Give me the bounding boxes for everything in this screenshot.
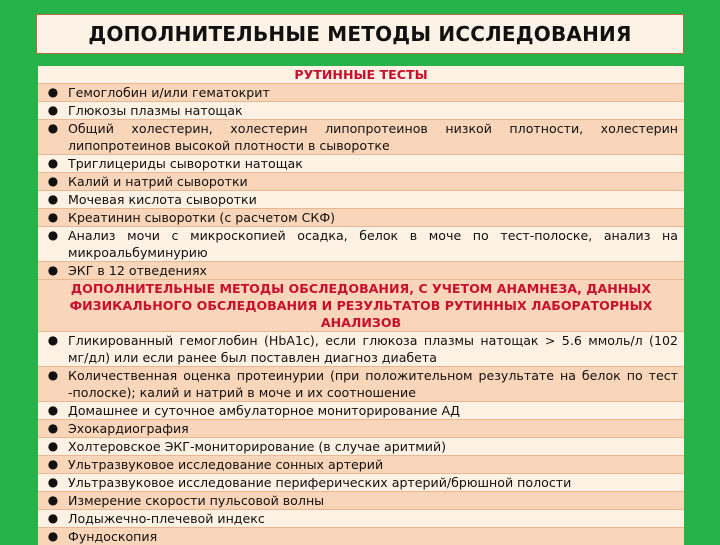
list-item <box>38 509 684 527</box>
list-item-text: Гликированный гемоглобин (HbA1c), если глюкоза плазмы натощак > 5.6 ммоль/л (102 мг/дл) или если ранее был поставлен диагноз диабета <box>68 333 678 365</box>
list-item-text: Холтеровское ЭКГ-мониторирование (в случае аритмий) <box>68 439 447 454</box>
bullet-icon: ● <box>47 192 59 206</box>
routine-tests-header: РУТИННЫЕ ТЕСТЫ <box>38 66 684 83</box>
list-item-text: ЭКГ в 12 отведениях <box>68 263 207 278</box>
list-item <box>38 366 684 401</box>
list-item <box>38 527 684 545</box>
bullet-icon: ● <box>47 85 59 99</box>
list-item <box>38 154 684 172</box>
list-item-text: Лодыжечно-плечевой индекс <box>68 511 265 526</box>
list-item-text: Гемоглобин и/или гематокрит <box>68 85 270 100</box>
bullet-icon: ● <box>47 210 59 224</box>
list-item <box>38 455 684 473</box>
list-item-text: Общий холестерин, холестерин липопротеинов низкой плотности, холестерин липопротеинов высокой плотности в сыворотке <box>68 121 678 153</box>
list-item-text: Триглицериды сыворотки натощак <box>68 156 303 171</box>
list-item-text: Домашнее и суточное амбулаторное мониторирование АД <box>68 403 460 418</box>
bullet-icon: ● <box>47 457 59 471</box>
list-item <box>38 261 684 279</box>
list-item <box>38 208 684 226</box>
methods-table <box>38 66 684 544</box>
bullet-icon: ● <box>47 493 59 507</box>
bullet-icon: ● <box>47 228 59 242</box>
list-item-text: Ультразвуковое исследование периферических артерий/брюшной полости <box>68 475 572 490</box>
list-item <box>38 331 684 366</box>
list-item <box>38 172 684 190</box>
page-title: ДОПОЛНИТЕЛЬНЫЕ МЕТОДЫ ИССЛЕДОВАНИЯ <box>36 14 684 54</box>
list-item-text: Количественная оценка протеинурии (при положительном результате на белок по тест -полоске); калий и натрий в моче и их соотношение <box>68 368 678 400</box>
list-item-text: Измерение скорости пульсовой волны <box>68 493 325 508</box>
list-item <box>38 226 684 261</box>
bullet-icon: ● <box>47 103 59 117</box>
list-item-text: Анализ мочи с микроскопией осадка, белок в моче по тест-полоске, анализ на микроальбуминурию <box>68 228 678 260</box>
bullet-icon: ● <box>47 263 59 277</box>
bullet-icon: ● <box>47 121 59 135</box>
list-item <box>38 101 684 119</box>
bullet-icon: ● <box>47 174 59 188</box>
list-item <box>38 119 684 154</box>
list-item-text: Калий и натрий сыворотки <box>68 174 248 189</box>
list-item <box>38 419 684 437</box>
list-item <box>38 491 684 509</box>
bullet-icon: ● <box>47 439 59 453</box>
bullet-icon: ● <box>47 156 59 170</box>
bullet-icon: ● <box>47 511 59 525</box>
list-item-text: Фундоскопия <box>68 529 158 544</box>
additional-methods-list <box>38 331 684 545</box>
list-item-text: Креатинин сыворотки (с расчетом СКФ) <box>68 210 336 225</box>
list-item-text: Эхокардиография <box>68 421 189 436</box>
list-item-text: Ультразвуковое исследование сонных артерий <box>68 457 384 472</box>
list-item <box>38 473 684 491</box>
list-item <box>38 401 684 419</box>
additional-methods-header: ДОПОЛНИТЕЛЬНЫЕ МЕТОДЫ ОБСЛЕДОВАНИЯ, С УЧЕТОМ АНАМНЕЗА, ДАННЫХ ФИЗИКАЛЬНОГО ОБСЛЕДОВАНИЯ И РЕЗУЛЬТАТОВ РУТИННЫХ ЛАБОРАТОРНЫХ АНАЛИЗОВ <box>38 279 684 331</box>
list-item-text: Мочевая кислота сыворотки <box>68 192 257 207</box>
bullet-icon: ● <box>47 403 59 417</box>
bullet-icon: ● <box>47 475 59 489</box>
bullet-icon: ● <box>47 421 59 435</box>
bullet-icon: ● <box>47 333 59 347</box>
bullet-icon: ● <box>47 529 59 543</box>
routine-tests-list <box>38 83 684 279</box>
bullet-icon: ● <box>47 368 59 382</box>
list-item <box>38 83 684 101</box>
list-item-text: Глюкозы плазмы натощак <box>68 103 243 118</box>
list-item <box>38 190 684 208</box>
list-item <box>38 437 684 455</box>
